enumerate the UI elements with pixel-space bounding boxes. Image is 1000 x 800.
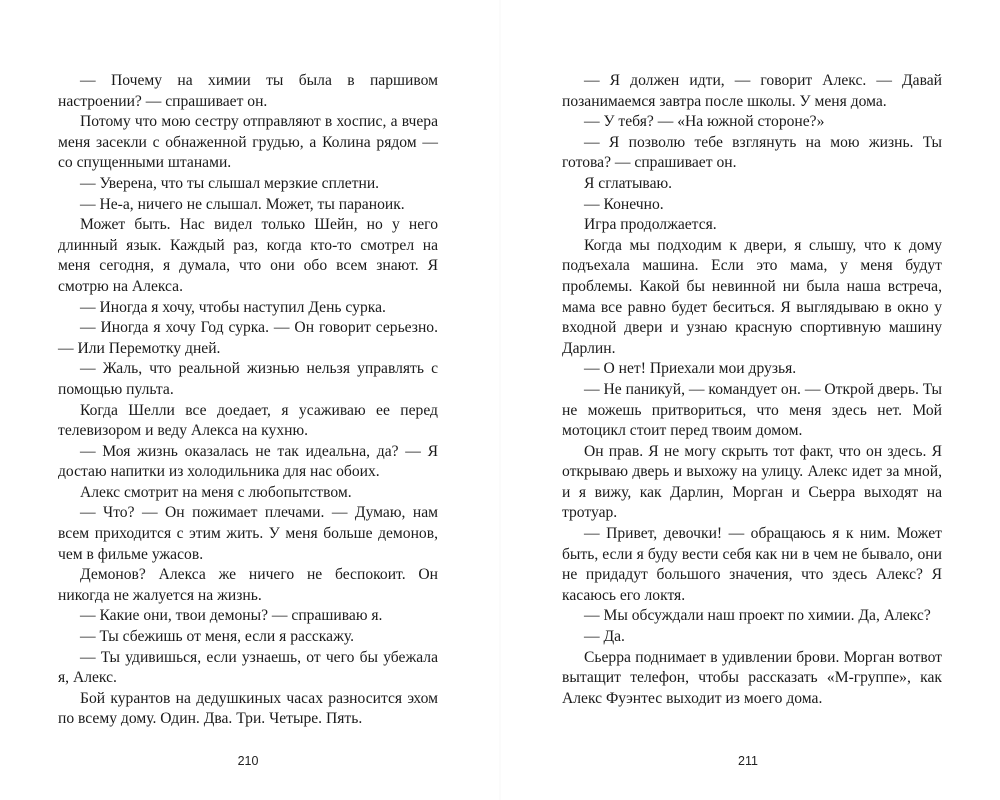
paragraph: — Не паникуй, — командует он. — Открой дверь. Ты не можешь притвориться, что меня здесь нет. Мой мотоцикл стоит перед твоим домом. [562,380,942,440]
paragraph: — Ты удивишься, если узнаешь, от чего бы убежала я, Алекс. [58,648,438,687]
paragraph: — Моя жизнь оказалась не так идеальна, да? — Я достаю напитки из холодильника для нас обоих. [58,442,438,481]
paragraph: — Что? — Он пожимает плечами. — Думаю, нам всем приходится с этим жить. У меня больше демонов, чем в фильме ужасов. [58,504,438,563]
paragraph: — Я позволю тебе взглянуть на мою жизнь. Ты готова? — спрашивает он. [562,133,942,172]
paragraph: Когда Шелли все доедает, я усаживаю ее перед телевизором и веду Алекса на кухню. [58,401,438,440]
paragraph: — Иногда я хочу, чтобы наступил День сурка. [80,298,386,316]
paragraph: — Уверена, что ты слышал мерзкие сплетни. [80,174,380,192]
paragraph: Демонов? Алекса же ничего не беспокоит. Он никогда не жалуется на жизнь. [58,566,438,604]
paragraph: Потому что мою сестру отправляют в хоспис, а вчера меня засекли с обнаженной грудью, а Колина рядом — со спущенными штанами. [58,113,438,172]
paragraph: — О нет! Приехали мои друзья. [584,360,797,378]
paragraph: — Иногда я хочу Год сурка. — Он говорит серьезно. — Или Перемотку дней. [58,319,438,357]
paragraph: Когда мы подходим к двери, я слышу, что к дому подъехала машина. Если это мама, у меня будут проблемы. Какой бы невинной ни была наша встреча, мама все равно будет беситься. Я выглядываю в окно у входной двери и узнаю красную спортивную машину Дарлин. [562,236,942,357]
paragraph: — Да. [584,628,625,646]
paragraph: — Почему на химии ты была в паршивом настроении? — спрашивает он. [58,72,438,110]
paragraph: Алекс смотрит на меня с любопытством. [80,483,352,501]
paragraph: Игра продолжается. [584,216,717,234]
paragraph: — Мы обсуждали наш проект по химии. Да, Алекс? [584,607,931,625]
right-page [562,71,942,709]
paragraph: Я сглатываю. [584,174,673,192]
paragraph: Сьерра поднимает в удивлении брови. Морган вотвот вытащит телефон, чтобы рассказать «М-группе», как Алекс Фуэнтес выходит из моего дома. [562,648,942,707]
page-number-left: 210 [237,754,259,768]
paragraph: — Жаль, что реальной жизнью нельзя управлять с помощью пульта. [58,360,438,398]
left-page [58,71,438,730]
paragraph: — У тебя? — «На южной стороне?» [584,113,825,131]
book-gutter [499,0,501,800]
paragraph: Может быть. Нас видел только Шейн, но у него длинный язык. Каждый раз, когда кто-то смотрел на меня сегодня, я думала, что они обо всем знают. Я смотрю на Алекса. [58,216,438,295]
paragraph: — Я должен идти, — говорит Алекс. — Давай позанимаемся завтра после школы. У меня дома. [562,72,942,110]
paragraph: — Ты сбежишь от меня, если я расскажу. [80,628,354,646]
paragraph: Он прав. Я не могу скрыть тот факт, что он здесь. Я открываю дверь и выхожу на улицу. Алекс идет за мной, и я вижу, как Дарлин, Морган и Сьерра выходят на тротуар. [562,442,942,522]
paragraph: — Привет, девочки! — обращаюсь я к ним. Может быть, если я буду вести себя как ни в чем не бывало, они не придадут большого значения, что здесь Алекс? Я касаюсь его локтя. [562,525,942,604]
page-number-right: 211 [738,754,758,768]
paragraph: — Конечно. [584,195,664,213]
paragraph: — Какие они, твои демоны? — спрашиваю я. [80,607,383,625]
paragraph: — Не-а, ничего не слышал. Может, ты параноик. [80,195,405,213]
paragraph: Бой курантов на дедушкиных часах разносится эхом по всему дому. Один. Два. Три. Четыре. Пять. [58,689,438,728]
